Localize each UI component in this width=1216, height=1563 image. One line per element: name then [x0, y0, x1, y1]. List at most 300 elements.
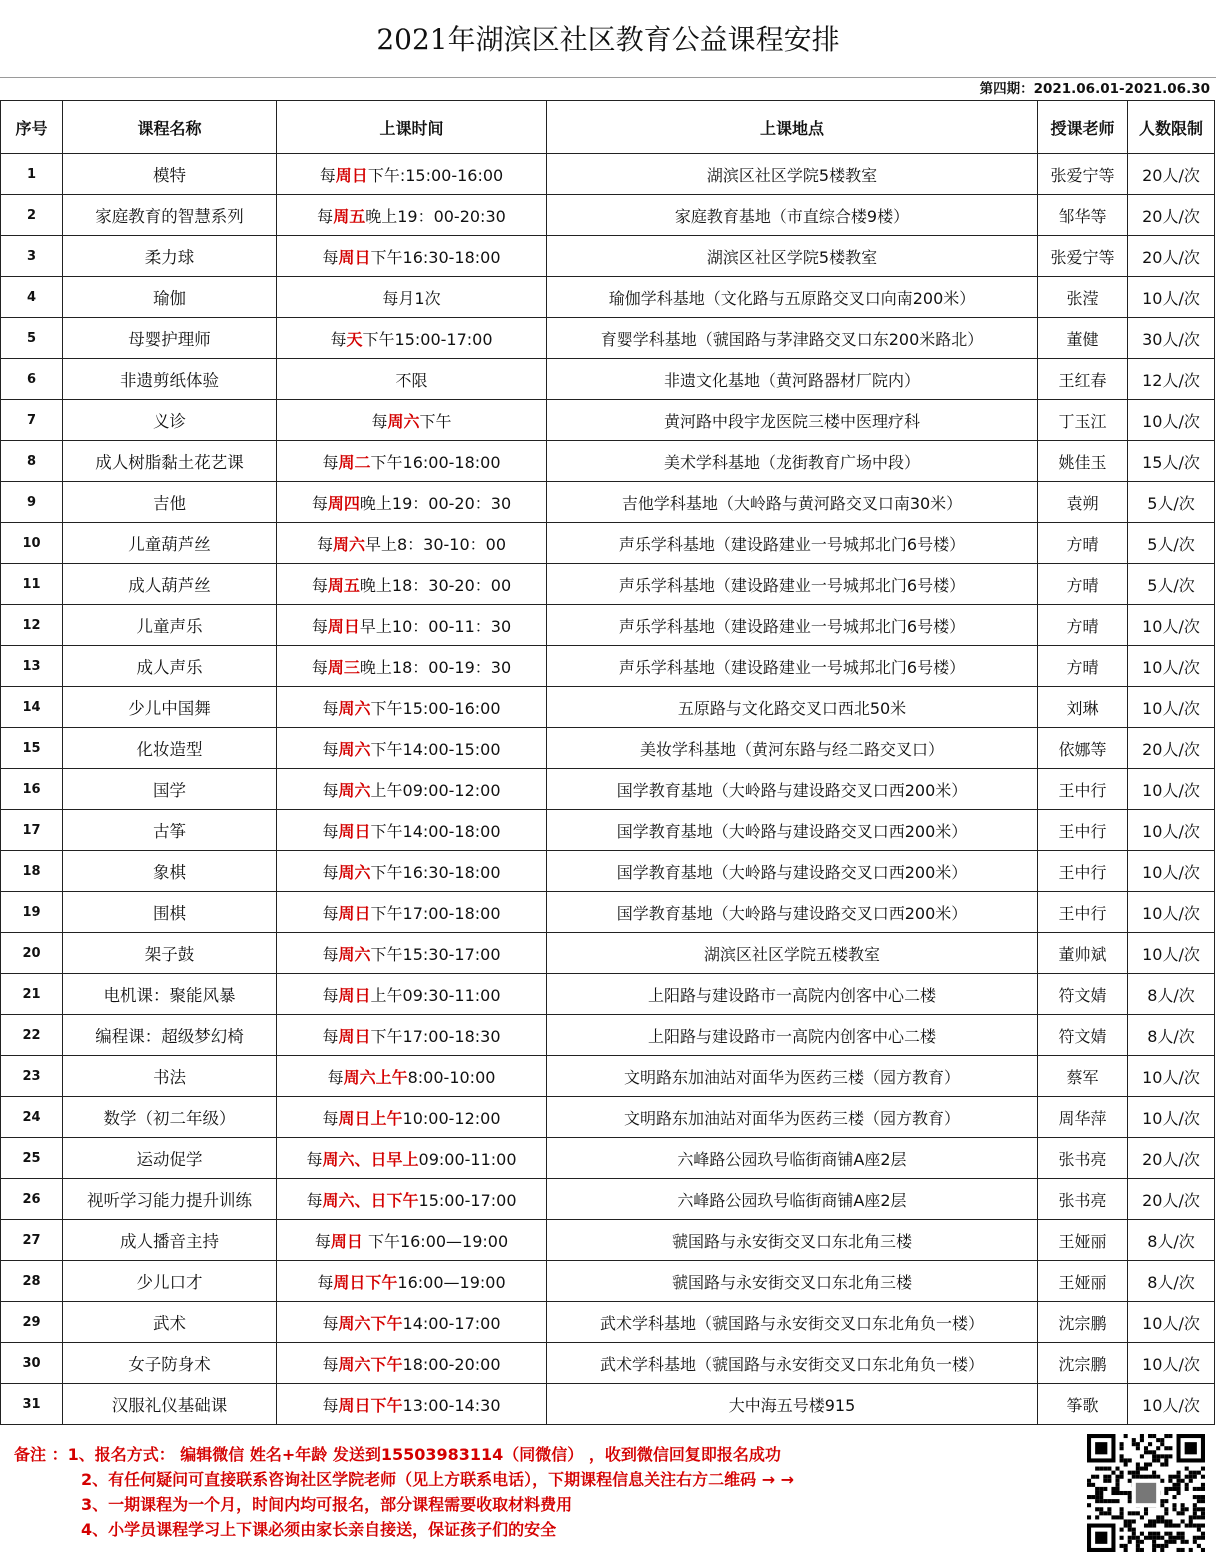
table-row: [1, 769, 1215, 810]
cell-limit: 20人/次: [1128, 1179, 1215, 1220]
time-text: 下午:15:00-16:00: [367, 165, 504, 185]
table-row: [1, 400, 1215, 441]
header-no: 序号: [1, 101, 63, 154]
time-day-highlight: 周日上午: [338, 1108, 403, 1128]
cell-course-name: 少儿中国舞: [63, 687, 277, 728]
cell-limit: 5人/次: [1128, 482, 1215, 523]
time-text: 下午16:30-18:00: [370, 862, 501, 882]
cell-limit: 5人/次: [1128, 523, 1215, 564]
cell-limit: 10人/次: [1128, 769, 1215, 810]
cell-teacher: 王娅丽: [1038, 1261, 1128, 1302]
cell-limit: 8人/次: [1128, 1220, 1215, 1261]
time-day-highlight: 周二: [338, 452, 371, 472]
time-text: 上午09:30-11:00: [370, 985, 501, 1005]
cell-teacher: 董帅斌: [1038, 933, 1128, 974]
table-row: [1, 1097, 1215, 1138]
cell-course-name: 儿童葫芦丝: [63, 523, 277, 564]
cell-time: [277, 687, 547, 728]
cell-limit: 10人/次: [1128, 687, 1215, 728]
note-line: 3、一期课程为一个月，时间内均可报名，部分课程需要收取材料费用: [81, 1495, 573, 1514]
time-text: 每月1次: [382, 288, 441, 308]
cell-no: 17: [1, 810, 63, 851]
time-day-highlight: 周六: [387, 411, 420, 431]
cell-place: 湖滨区社区学院5楼教室: [547, 154, 1038, 195]
cell-time: [277, 605, 547, 646]
cell-time: [277, 1056, 547, 1097]
cell-no: 9: [1, 482, 63, 523]
cell-time: [277, 1015, 547, 1056]
cell-no: 6: [1, 359, 63, 400]
cell-time: [277, 1220, 547, 1261]
table-row: [1, 441, 1215, 482]
time-text: 晚上18：30-20：00: [359, 575, 512, 595]
cell-teacher: 张书亮: [1038, 1138, 1128, 1179]
time-day-highlight: 周四: [327, 493, 360, 513]
cell-time: [277, 195, 547, 236]
cell-place: 文明路东加油站对面华为医药三楼（园方教育）: [547, 1097, 1038, 1138]
time-text: 每: [311, 575, 328, 595]
table-row: [1, 1220, 1215, 1261]
time-day-highlight: 周六: [338, 944, 371, 964]
cell-limit: 8人/次: [1128, 1015, 1215, 1056]
time-text: 下午: [419, 411, 452, 431]
cell-limit: 15人/次: [1128, 441, 1215, 482]
cell-time: [277, 318, 547, 359]
time-text: 下午16:00—19:00: [362, 1231, 509, 1251]
time-text: 每: [311, 493, 328, 513]
cell-no: 22: [1, 1015, 63, 1056]
time-day-highlight: 周六: [338, 862, 371, 882]
time-text: 09:00-11:00: [418, 1149, 517, 1169]
time-day-highlight: 周日: [338, 903, 371, 923]
table-row: [1, 1302, 1215, 1343]
cell-course-name: 模特: [63, 154, 277, 195]
cell-teacher: 方晴: [1038, 646, 1128, 687]
cell-time: [277, 1097, 547, 1138]
cell-place: 瑜伽学科基地（文化路与五原路交叉口向南200米）: [547, 277, 1038, 318]
cell-no: 14: [1, 687, 63, 728]
time-day-highlight: 周六下午: [338, 1313, 403, 1333]
cell-time: [277, 400, 547, 441]
table-row: [1, 851, 1215, 892]
cell-time: [277, 523, 547, 564]
time-day-highlight: 周六下午: [338, 1354, 403, 1374]
cell-place: 黄河路中段宇龙医院三楼中医理疗科: [547, 400, 1038, 441]
table-row: [1, 318, 1215, 359]
time-text: 下午17:00-18:00: [370, 903, 501, 923]
cell-time: [277, 277, 547, 318]
cell-limit: 10人/次: [1128, 605, 1215, 646]
cell-limit: 20人/次: [1128, 236, 1215, 277]
course-table: [0, 100, 1215, 1425]
cell-place: 美术学科基地（龙街教育广场中段）: [547, 441, 1038, 482]
table-row: [1, 933, 1215, 974]
cell-course-name: 柔力球: [63, 236, 277, 277]
table-row: [1, 195, 1215, 236]
cell-course-name: 视听学习能力提升训练: [63, 1179, 277, 1220]
time-text: 每: [322, 1395, 339, 1415]
time-text: 18:00-20:00: [402, 1354, 501, 1374]
cell-course-name: 围棋: [63, 892, 277, 933]
time-text: 每: [314, 1231, 331, 1251]
time-day-highlight: 周六: [338, 739, 371, 759]
time-day-highlight: 周日下午: [338, 1395, 403, 1415]
table-header-row: [1, 101, 1215, 154]
time-text: 每: [322, 1354, 339, 1374]
period-label: 第四期：2021.06.01-2021.06.30: [979, 81, 1210, 97]
header-teacher: 授课老师: [1038, 101, 1128, 154]
cell-place: 国学教育基地（大岭路与建设路交叉口西200米）: [547, 892, 1038, 933]
time-text: 每: [322, 1108, 339, 1128]
time-text: 每: [327, 1067, 344, 1087]
table-row: [1, 892, 1215, 933]
cell-course-name: 家庭教育的智慧系列: [63, 195, 277, 236]
cell-time: [277, 359, 547, 400]
cell-no: 19: [1, 892, 63, 933]
time-text: 早上8：30-10：00: [364, 534, 507, 554]
cell-course-name: 化妆造型: [63, 728, 277, 769]
cell-teacher: 董健: [1038, 318, 1128, 359]
time-text: 每: [322, 862, 339, 882]
cell-limit: 10人/次: [1128, 646, 1215, 687]
time-day-highlight: 周六、日下午: [322, 1190, 419, 1210]
cell-time: [277, 236, 547, 277]
cell-limit: 10人/次: [1128, 1056, 1215, 1097]
cell-limit: 20人/次: [1128, 1138, 1215, 1179]
time-text: 晚上19：00-20:30: [365, 206, 506, 226]
time-text: 每: [319, 165, 336, 185]
cell-time: [277, 154, 547, 195]
cell-no: 24: [1, 1097, 63, 1138]
cell-limit: 20人/次: [1128, 195, 1215, 236]
time-day-highlight: 周六: [338, 698, 371, 718]
cell-place: 大中海五号楼915: [547, 1384, 1038, 1425]
cell-time: [277, 1343, 547, 1384]
time-text: 每: [322, 698, 339, 718]
cell-no: 28: [1, 1261, 63, 1302]
cell-teacher: 周华萍: [1038, 1097, 1128, 1138]
cell-limit: 8人/次: [1128, 1261, 1215, 1302]
time-text: 每: [317, 206, 334, 226]
time-text: 每: [306, 1190, 323, 1210]
cell-course-name: 国学: [63, 769, 277, 810]
time-day-highlight: 周六: [338, 780, 371, 800]
qr-code-icon[interactable]: [1087, 1434, 1205, 1552]
cell-course-name: 成人播音主持: [63, 1220, 277, 1261]
cell-course-name: 古筝: [63, 810, 277, 851]
cell-limit: 10人/次: [1128, 933, 1215, 974]
time-text: 每: [330, 329, 347, 349]
cell-no: 10: [1, 523, 63, 564]
time-text: 下午14:00-18:00: [370, 821, 501, 841]
cell-course-name: 电机课：聚能风暴: [63, 974, 277, 1015]
cell-no: 5: [1, 318, 63, 359]
time-text: 下午16:00-18:00: [370, 452, 501, 472]
cell-no: 2: [1, 195, 63, 236]
cell-no: 26: [1, 1179, 63, 1220]
cell-no: 29: [1, 1302, 63, 1343]
cell-no: 15: [1, 728, 63, 769]
table-row: [1, 687, 1215, 728]
cell-teacher: 符文婧: [1038, 974, 1128, 1015]
cell-course-name: 吉他: [63, 482, 277, 523]
cell-no: 3: [1, 236, 63, 277]
cell-course-name: 编程课：超级梦幻椅: [63, 1015, 277, 1056]
note-line: 4、小学员课程学习上下课必须由家长亲自接送，保证孩子们的安全: [81, 1520, 557, 1539]
time-text: 晚上19：00-20：30: [359, 493, 512, 513]
cell-limit: 12人/次: [1128, 359, 1215, 400]
cell-teacher: 筝歌: [1038, 1384, 1128, 1425]
cell-teacher: 沈宗鹏: [1038, 1302, 1128, 1343]
cell-course-name: 汉服礼仪基础课: [63, 1384, 277, 1425]
cell-place: 非遗文化基地（黄河路器材厂院内）: [547, 359, 1038, 400]
cell-course-name: 武术: [63, 1302, 277, 1343]
time-day-highlight: 周六、日早上: [322, 1149, 419, 1169]
cell-course-name: 架子鼓: [63, 933, 277, 974]
table-row: [1, 1384, 1215, 1425]
cell-course-name: 儿童声乐: [63, 605, 277, 646]
cell-time: [277, 851, 547, 892]
table-row: [1, 1343, 1215, 1384]
cell-no: 20: [1, 933, 63, 974]
cell-no: 16: [1, 769, 63, 810]
time-text: 16:00—19:00: [397, 1272, 506, 1292]
cell-place: 上阳路与建设路市一高院内创客中心二楼: [547, 974, 1038, 1015]
time-text: 下午17:00-18:30: [370, 1026, 501, 1046]
cell-no: 11: [1, 564, 63, 605]
table-row: [1, 1015, 1215, 1056]
cell-course-name: 成人葫芦丝: [63, 564, 277, 605]
time-text: 每: [322, 821, 339, 841]
cell-place: 虢国路与永安街交叉口东北角三楼: [547, 1220, 1038, 1261]
cell-time: [277, 1138, 547, 1179]
cell-time: [277, 892, 547, 933]
table-row: [1, 564, 1215, 605]
cell-no: 12: [1, 605, 63, 646]
header-limit: 人数限制: [1128, 101, 1215, 154]
cell-teacher: 袁朔: [1038, 482, 1128, 523]
cell-course-name: 象棋: [63, 851, 277, 892]
cell-limit: 10人/次: [1128, 1343, 1215, 1384]
cell-limit: 10人/次: [1128, 400, 1215, 441]
time-day-highlight: 周五: [333, 206, 366, 226]
cell-place: 文明路东加油站对面华为医药三楼（园方教育）: [547, 1056, 1038, 1097]
cell-teacher: 方晴: [1038, 523, 1128, 564]
cell-no: 4: [1, 277, 63, 318]
cell-limit: 10人/次: [1128, 277, 1215, 318]
notes-section: [14, 1442, 1074, 1542]
time-day-highlight: 周日: [327, 616, 360, 636]
time-text: 每: [322, 903, 339, 923]
cell-time: [277, 564, 547, 605]
table-row: [1, 1261, 1215, 1302]
cell-teacher: 方晴: [1038, 564, 1128, 605]
time-day-highlight: 天: [346, 329, 363, 349]
cell-teacher: 刘琳: [1038, 687, 1128, 728]
cell-no: 18: [1, 851, 63, 892]
time-text: 上午09:00-12:00: [370, 780, 501, 800]
table-row: [1, 1138, 1215, 1179]
time-text: 每: [322, 1313, 339, 1333]
table-row: [1, 728, 1215, 769]
cell-place: 五原路与文化路交叉口西北50米: [547, 687, 1038, 728]
cell-time: [277, 769, 547, 810]
cell-place: 声乐学科基地（建设路建业一号城邦北门6号楼）: [547, 605, 1038, 646]
cell-place: 国学教育基地（大岭路与建设路交叉口西200米）: [547, 769, 1038, 810]
time-day-highlight: 周日: [330, 1231, 363, 1251]
header-time: 上课时间: [277, 101, 547, 154]
cell-no: 27: [1, 1220, 63, 1261]
cell-no: 21: [1, 974, 63, 1015]
cell-place: 六峰路公园玖号临街商铺A座2层: [547, 1179, 1038, 1220]
cell-teacher: 蔡军: [1038, 1056, 1128, 1097]
cell-teacher: 王中行: [1038, 810, 1128, 851]
cell-no: 8: [1, 441, 63, 482]
time-text: 每: [322, 452, 339, 472]
cell-teacher: 丁玉江: [1038, 400, 1128, 441]
time-text: 每: [311, 616, 328, 636]
cell-time: [277, 728, 547, 769]
time-text: 每: [322, 247, 339, 267]
cell-place: 国学教育基地（大岭路与建设路交叉口西200米）: [547, 851, 1038, 892]
cell-course-name: 运动促学: [63, 1138, 277, 1179]
cell-no: 23: [1, 1056, 63, 1097]
cell-place: 育婴学科基地（虢国路与茅津路交叉口东200米路北）: [547, 318, 1038, 359]
time-text: 每: [316, 534, 333, 554]
cell-course-name: 母婴护理师: [63, 318, 277, 359]
cell-teacher: 王中行: [1038, 851, 1128, 892]
cell-limit: 10人/次: [1128, 851, 1215, 892]
cell-teacher: 张爱宁等: [1038, 236, 1128, 277]
time-day-highlight: 周日: [338, 821, 371, 841]
cell-no: 7: [1, 400, 63, 441]
cell-teacher: 沈宗鹏: [1038, 1343, 1128, 1384]
time-text: 每: [322, 1026, 339, 1046]
cell-limit: 10人/次: [1128, 892, 1215, 933]
cell-place: 湖滨区社区学院五楼教室: [547, 933, 1038, 974]
time-text: 每: [322, 944, 339, 964]
cell-no: 31: [1, 1384, 63, 1425]
table-row: [1, 482, 1215, 523]
page-title: 2021年湖滨区社区教育公益课程安排: [0, 0, 1216, 78]
time-day-highlight: 周三: [327, 657, 360, 677]
time-text: 每: [322, 780, 339, 800]
time-day-highlight: 周日下午: [333, 1272, 398, 1292]
cell-time: [277, 441, 547, 482]
cell-teacher: 张书亮: [1038, 1179, 1128, 1220]
time-day-highlight: 周六上午: [343, 1067, 408, 1087]
time-text: 每: [322, 739, 339, 759]
cell-teacher: 王中行: [1038, 892, 1128, 933]
cell-limit: 30人/次: [1128, 318, 1215, 359]
time-text: 下午14:00-15:00: [370, 739, 501, 759]
header-place: 上课地点: [547, 101, 1038, 154]
cell-course-name: 成人声乐: [63, 646, 277, 687]
time-text: 每: [311, 657, 328, 677]
time-text: 15:00-17:00: [418, 1190, 517, 1210]
cell-time: [277, 810, 547, 851]
cell-place: 六峰路公园玖号临街商铺A座2层: [547, 1138, 1038, 1179]
cell-place: 声乐学科基地（建设路建业一号城邦北门6号楼）: [547, 564, 1038, 605]
time-day-highlight: 周五: [327, 575, 360, 595]
table-row: [1, 605, 1215, 646]
cell-teacher: 王红春: [1038, 359, 1128, 400]
cell-teacher: 王中行: [1038, 769, 1128, 810]
cell-limit: 10人/次: [1128, 810, 1215, 851]
time-text: 8:00-10:00: [407, 1067, 496, 1087]
cell-place: 家庭教育基地（市直综合楼9楼）: [547, 195, 1038, 236]
cell-teacher: 符文婧: [1038, 1015, 1128, 1056]
time-text: 每: [371, 411, 388, 431]
time-text: 14:00-17:00: [402, 1313, 501, 1333]
cell-limit: 10人/次: [1128, 1302, 1215, 1343]
table-row: [1, 236, 1215, 277]
cell-place: 国学教育基地（大岭路与建设路交叉口西200米）: [547, 810, 1038, 851]
cell-teacher: 张滢: [1038, 277, 1128, 318]
cell-place: 声乐学科基地（建设路建业一号城邦北门6号楼）: [547, 646, 1038, 687]
table-row: [1, 1056, 1215, 1097]
time-day-highlight: 周日: [338, 985, 371, 1005]
cell-limit: 10人/次: [1128, 1097, 1215, 1138]
cell-teacher: 张爱宁等: [1038, 154, 1128, 195]
cell-time: [277, 482, 547, 523]
cell-course-name: 义诊: [63, 400, 277, 441]
time-text: 下午15:00-16:00: [370, 698, 501, 718]
cell-time: [277, 1179, 547, 1220]
cell-time: [277, 646, 547, 687]
note-line: 2、有任何疑问可直接联系咨询社区学院老师（见上方联系电话），下期课程信息关注右方二维码 → →: [81, 1470, 795, 1489]
time-text: 每: [322, 985, 339, 1005]
cell-time: [277, 974, 547, 1015]
time-text: 下午15:00-17:00: [362, 329, 493, 349]
table-row: [1, 974, 1215, 1015]
note-line: 备注 ：1、报名方式： 编辑微信 姓名+年龄 发送到15503983114（同微信） ，收到微信回复即报名成功: [14, 1445, 781, 1464]
cell-time: [277, 1384, 547, 1425]
cell-course-name: 数学（初二年级）: [63, 1097, 277, 1138]
cell-course-name: 成人树脂黏土花艺课: [63, 441, 277, 482]
cell-teacher: 姚佳玉: [1038, 441, 1128, 482]
cell-limit: 20人/次: [1128, 154, 1215, 195]
time-day-highlight: 周日: [338, 1026, 371, 1046]
time-text: 13:00-14:30: [402, 1395, 501, 1415]
cell-course-name: 瑜伽: [63, 277, 277, 318]
time-text: 不限: [395, 370, 428, 390]
header-course: 课程名称: [63, 101, 277, 154]
time-text: 下午16:30-18:00: [370, 247, 501, 267]
cell-limit: 5人/次: [1128, 564, 1215, 605]
time-day-highlight: 周日: [335, 165, 368, 185]
cell-no: 30: [1, 1343, 63, 1384]
time-text: 每: [317, 1272, 334, 1292]
cell-teacher: 邹华等: [1038, 195, 1128, 236]
time-day-highlight: 周六: [332, 534, 365, 554]
cell-limit: 20人/次: [1128, 728, 1215, 769]
table-row: [1, 1179, 1215, 1220]
cell-place: 美妆学科基地（黄河东路与经二路交叉口）: [547, 728, 1038, 769]
table-row: [1, 523, 1215, 564]
cell-teacher: 方晴: [1038, 605, 1128, 646]
cell-place: 湖滨区社区学院5楼教室: [547, 236, 1038, 277]
table-row: [1, 646, 1215, 687]
time-text: 早上10：00-11：30: [359, 616, 512, 636]
cell-teacher: 依娜等: [1038, 728, 1128, 769]
cell-place: 武术学科基地（虢国路与永安街交叉口东北角负一楼）: [547, 1302, 1038, 1343]
cell-place: 声乐学科基地（建设路建业一号城邦北门6号楼）: [547, 523, 1038, 564]
table-row: [1, 154, 1215, 195]
cell-time: [277, 933, 547, 974]
cell-course-name: 非遗剪纸体验: [63, 359, 277, 400]
cell-no: 13: [1, 646, 63, 687]
